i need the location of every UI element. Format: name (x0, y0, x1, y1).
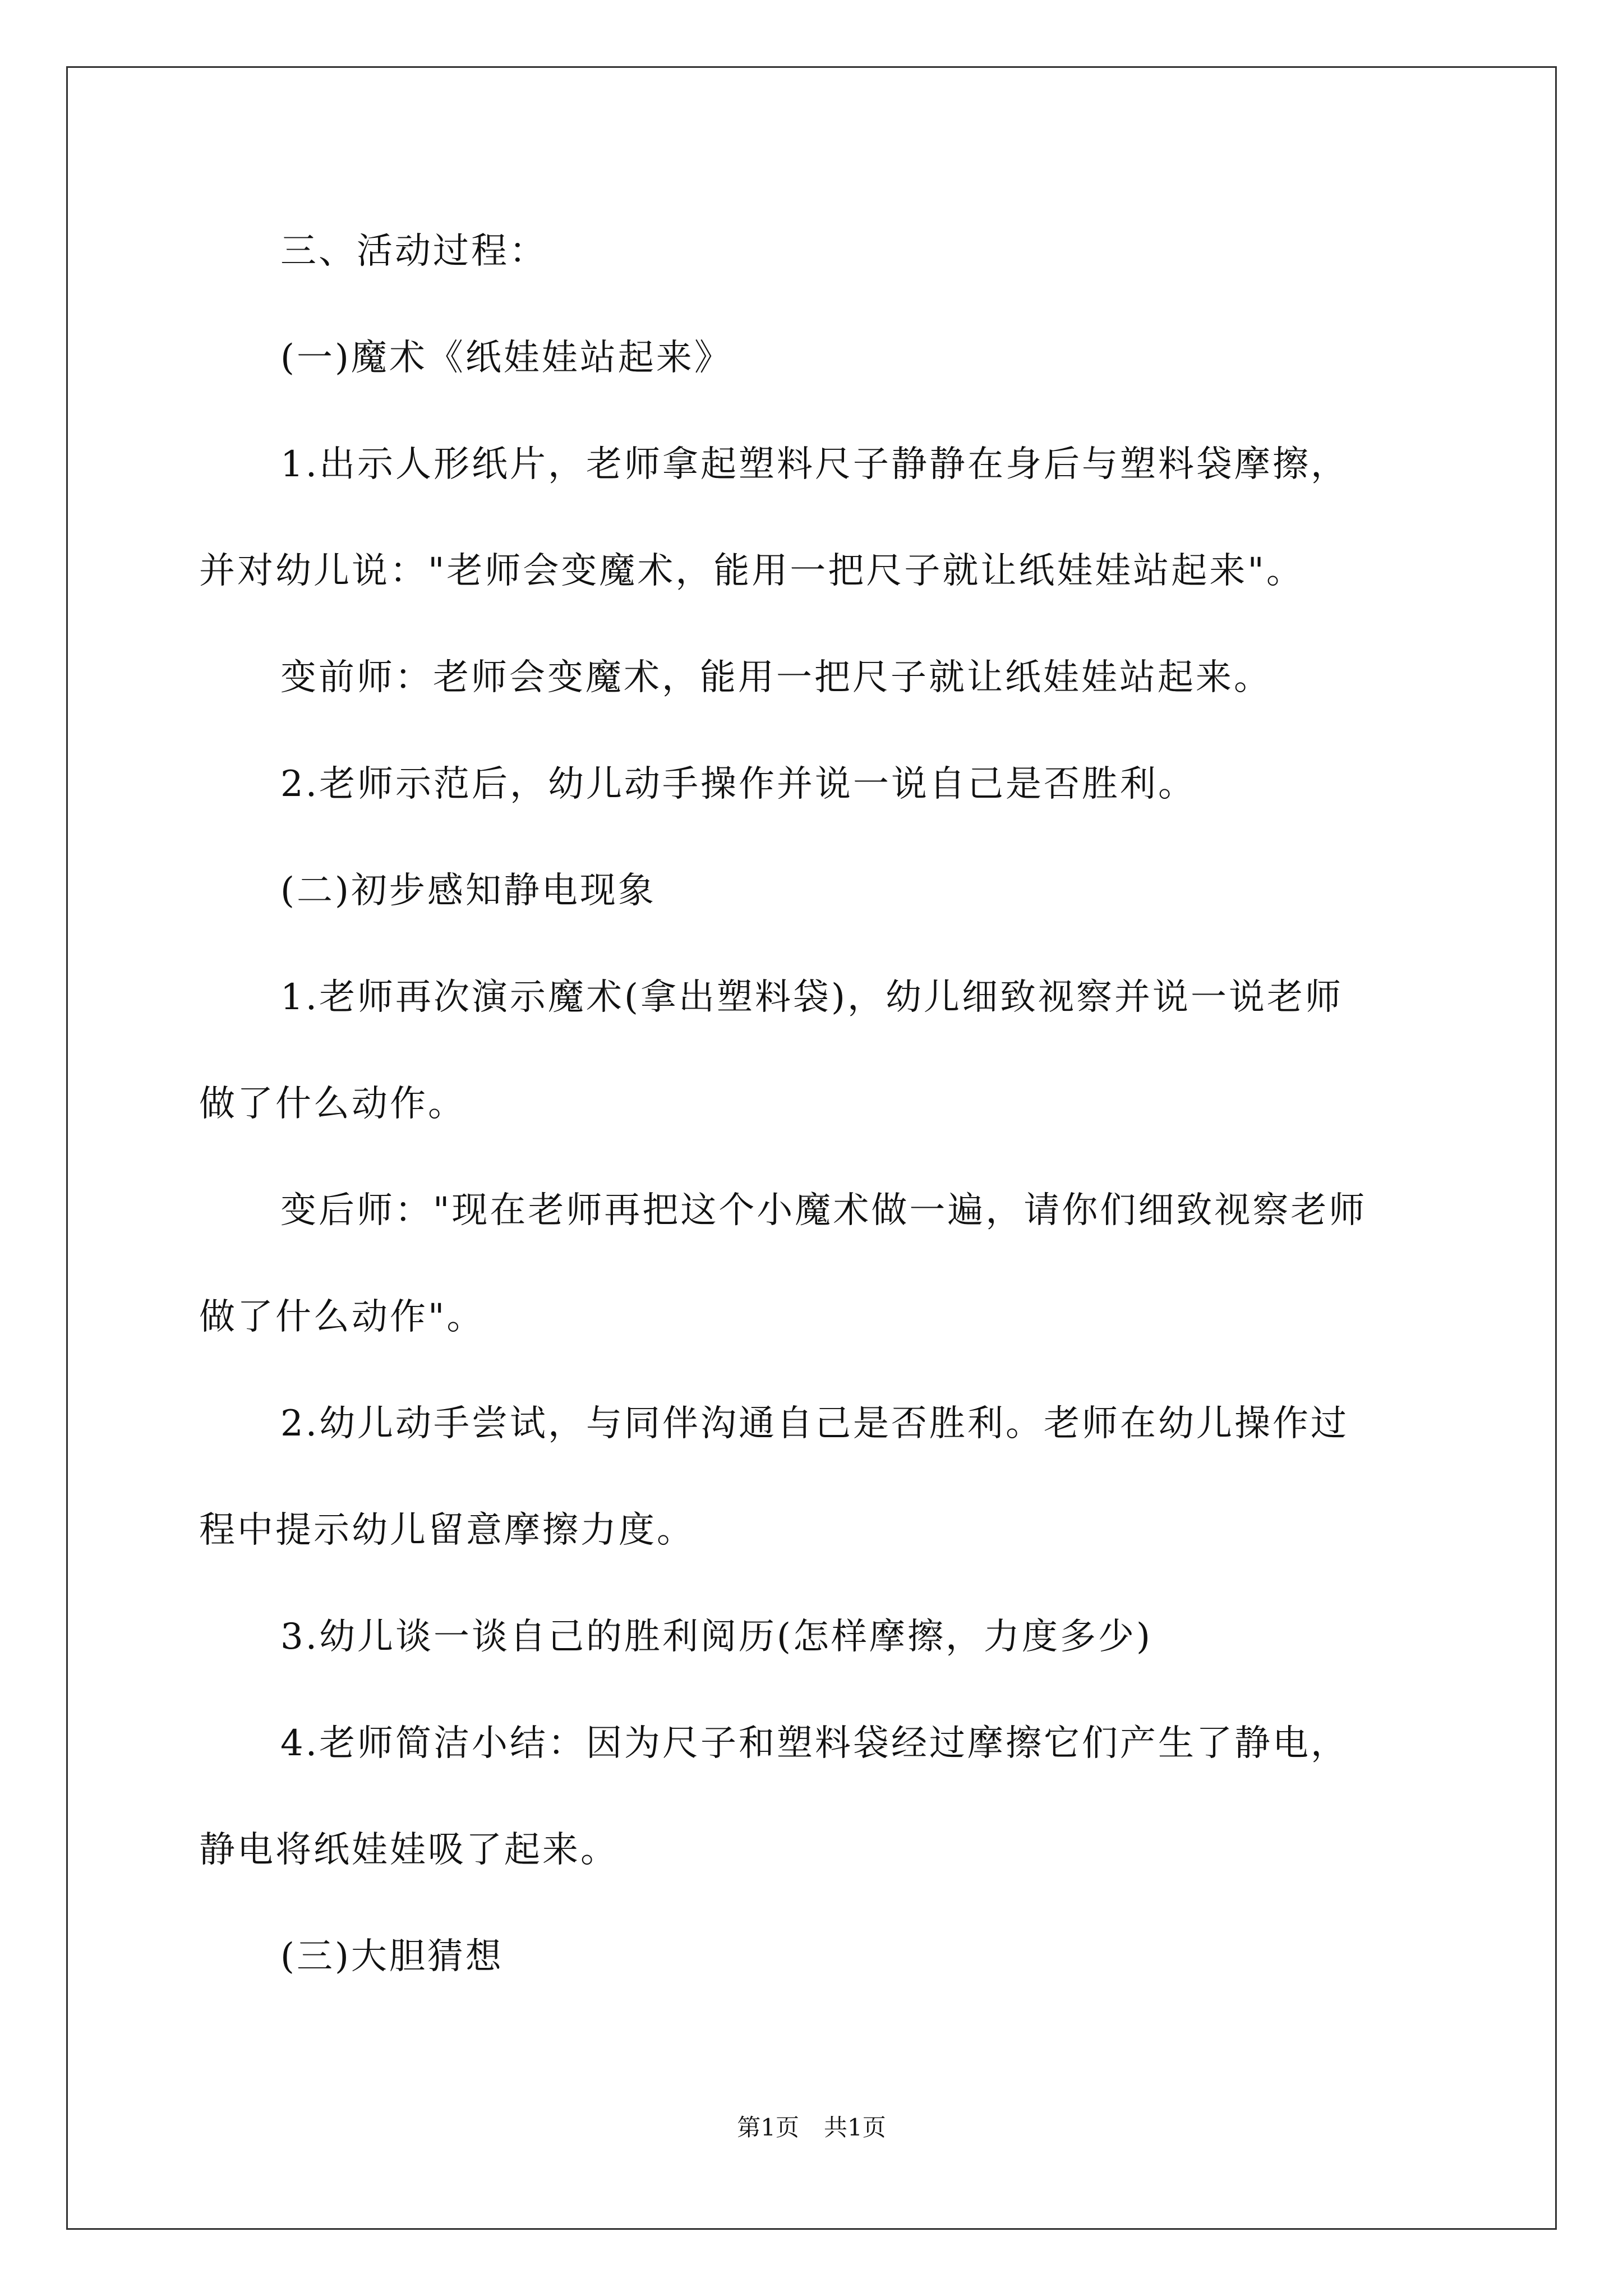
paragraph-line: 做了什么动作"。 (199, 1296, 485, 1338)
paragraph-line: 并对幼儿说："老师会变魔术，能用一把尺子就让纸娃娃站起来"。 (199, 550, 1304, 592)
paragraph-line: 2.老师示范后，幼儿动手操作并说一说自己是否胜利。 (280, 763, 1197, 805)
paragraph-line: 静电将纸娃娃吸了起来。 (199, 1829, 619, 1871)
paragraph-line: 1.出示人形纸片，老师拿起塑料尺子静静在身后与塑料袋摩擦， (280, 444, 1349, 485)
subsection-heading: (一)魔术《纸娃娃站起来》 (280, 337, 732, 379)
page-number: 第1页 (737, 2114, 799, 2141)
paragraph-line: 3.幼儿谈一谈自己的胜利阅历(怎样摩擦，力度多少) (280, 1616, 1152, 1658)
subsection-heading: (三)大胆猜想 (280, 1936, 504, 1977)
paragraph-line: 4.老师简洁小结：因为尺子和塑料袋经过摩擦它们产生了静电， (280, 1723, 1349, 1764)
page-border (66, 66, 1557, 2230)
section-heading: 三、活动过程： (280, 231, 547, 272)
paragraph-line: 1.老师再次演示魔术(拿出塑料袋)，幼儿细致视察并说一说老师 (280, 977, 1343, 1018)
paragraph-line: 程中提示幼儿留意摩擦力度。 (199, 1510, 695, 1551)
page-footer (0, 2112, 1623, 2143)
page-total: 共1页 (824, 2114, 886, 2141)
paragraph-line: 变后师："现在老师再把这个小魔术做一遍，请你们细致视察老师 (280, 1190, 1367, 1231)
paragraph-line: 做了什么动作。 (199, 1083, 466, 1125)
paragraph-line: 2.幼儿动手尝试，与同伴沟通自己是否胜利。老师在幼儿操作过 (280, 1403, 1349, 1444)
subsection-heading: (二)初步感知静电现象 (280, 870, 656, 912)
paragraph-line: 变前师：老师会变魔术，能用一把尺子就让纸娃娃站起来。 (280, 657, 1272, 698)
